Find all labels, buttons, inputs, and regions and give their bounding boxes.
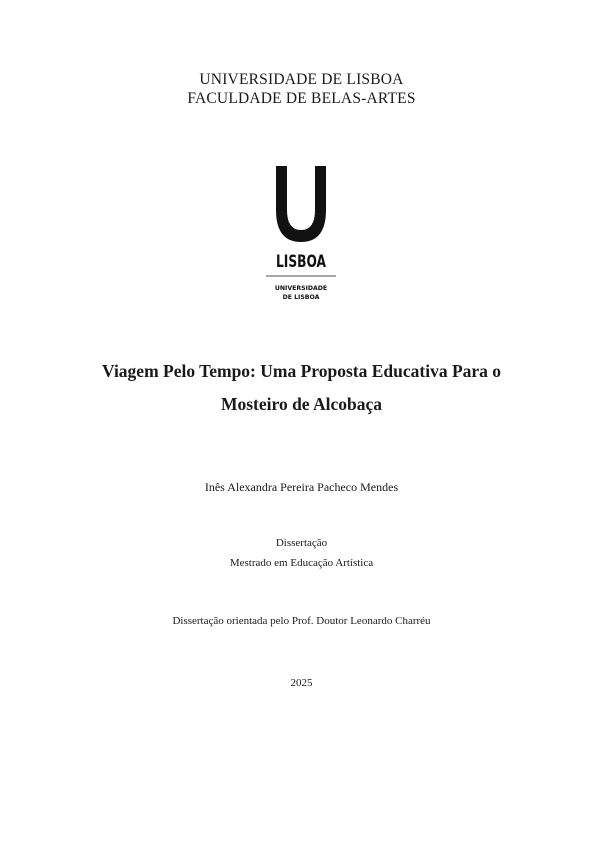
faculty-name: FACULDADE DE BELAS-ARTES xyxy=(187,90,416,107)
thesis-title xyxy=(0,355,603,421)
logo-subtext-1: UNIVERSIDADE xyxy=(274,285,328,292)
degree-info xyxy=(0,533,603,573)
university-name: UNIVERSIDADE DE LISBOA xyxy=(199,71,404,88)
institution-header xyxy=(0,70,603,108)
advisor-line: Dissertação orientada pelo Prof. Doutor Leonardo Charréu xyxy=(172,615,431,627)
document-type: Dissertação xyxy=(275,537,328,549)
year: 2025 xyxy=(290,677,313,689)
thesis-title-line-1: Viagem Pelo Tempo: Uma Proposta Educativa Para o xyxy=(101,361,502,381)
thesis-title-line-2: Mosteiro de Alcobaça xyxy=(220,394,383,414)
logo-subtext-2: DE LISBOA xyxy=(282,294,320,301)
degree-name: Mestrado em Educação Artística xyxy=(229,557,374,569)
u-mark-icon xyxy=(276,166,326,242)
author-name: Inês Alexandra Pereira Pacheco Mendes xyxy=(204,480,399,494)
logo-wordmark: LISBOA xyxy=(276,252,327,272)
university-logo xyxy=(261,162,341,307)
